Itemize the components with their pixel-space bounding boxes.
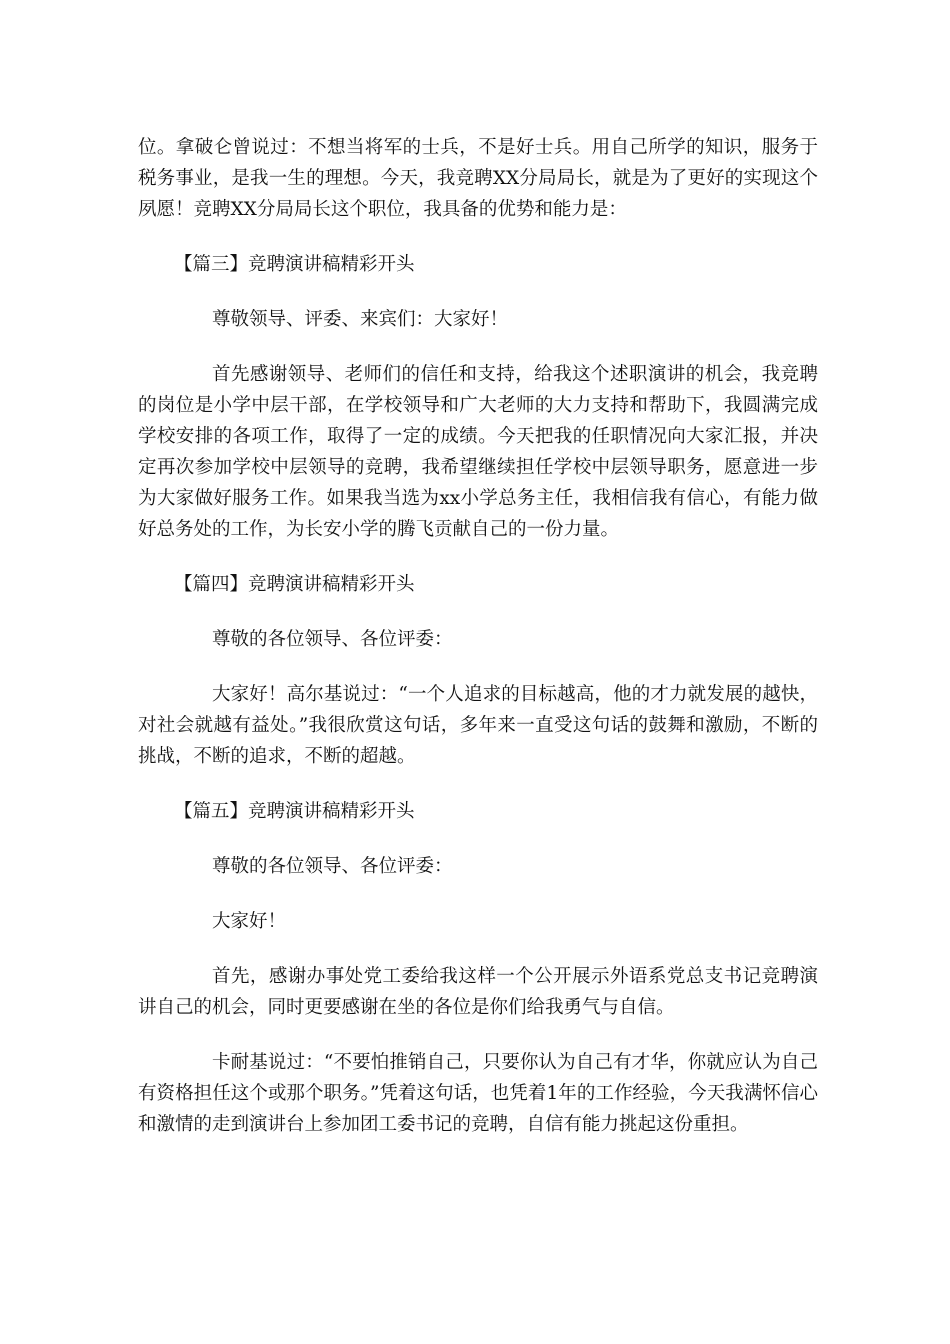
paragraph-intro-continuation: 位。拿破仑曾说过：不想当将军的士兵，不是好士兵。用自己所学的知识，服务于税务事业，是我一生的理想。今天，我竞聘XX分局局长，就是为了更好的实现这个夙愿！竞聘XX分局局长这个职位，我具备的优势和能力是： [138, 137, 818, 220]
greeting-3: 尊敬领导、评委、来宾们：大家好！ [212, 309, 509, 330]
section-heading-5: 【篇五】竞聘演讲稿精彩开头 [174, 801, 415, 822]
greeting-5: 尊敬的各位领导、各位评委： [212, 856, 453, 877]
greeting-4: 尊敬的各位领导、各位评委： [212, 629, 453, 650]
document-body [138, 132, 818, 1164]
section-heading-3: 【篇三】竞聘演讲稿精彩开头 [174, 254, 415, 275]
paragraph-5-body-2: 卡耐基说过：“不要怕推销自己，只要你认为自己有才华，你就应认为自己有资格担任这个或那个职务。”凭着这句话，也凭着1年的工作经验，今天我满怀信心和激情的走到演讲台上参加团工委书记的竞聘，自信有能力挑起这份重担。 [138, 1052, 818, 1135]
greeting-5-hello: 大家好！ [212, 911, 287, 932]
section-heading-4: 【篇四】竞聘演讲稿精彩开头 [174, 574, 415, 595]
paragraph-3-body: 首先感谢领导、老师们的信任和支持，给我这个述职演讲的机会，我竞聘的岗位是小学中层干部，在学校领导和广大老师的大力支持和帮助下，我圆满完成学校安排的各项工作，取得了一定的成绩。今天把我的任职情况向大家汇报，并决定再次参加学校中层领导的竞聘，我希望继续担任学校中层领导职务，愿意进一步为大家做好服务工作。如果我当选为xx小学总务主任，我相信我有信心，有能力做好总务处的工作，为长安小学的腾飞贡献自己的一份力量。 [138, 364, 818, 540]
paragraph-4-body: 大家好！高尔基说过：“一个人追求的目标越高，他的才力就发展的越快，对社会就越有益处。”我很欣赏这句话，多年来一直受这句话的鼓舞和激励，不断的挑战，不断的追求，不断的超越。 [138, 684, 818, 767]
paragraph-5-body-1: 首先，感谢办事处党工委给我这样一个公开展示外语系党总支书记竞聘演讲自己的机会，同时更要感谢在坐的各位是你们给我勇气与自信。 [138, 966, 818, 1018]
